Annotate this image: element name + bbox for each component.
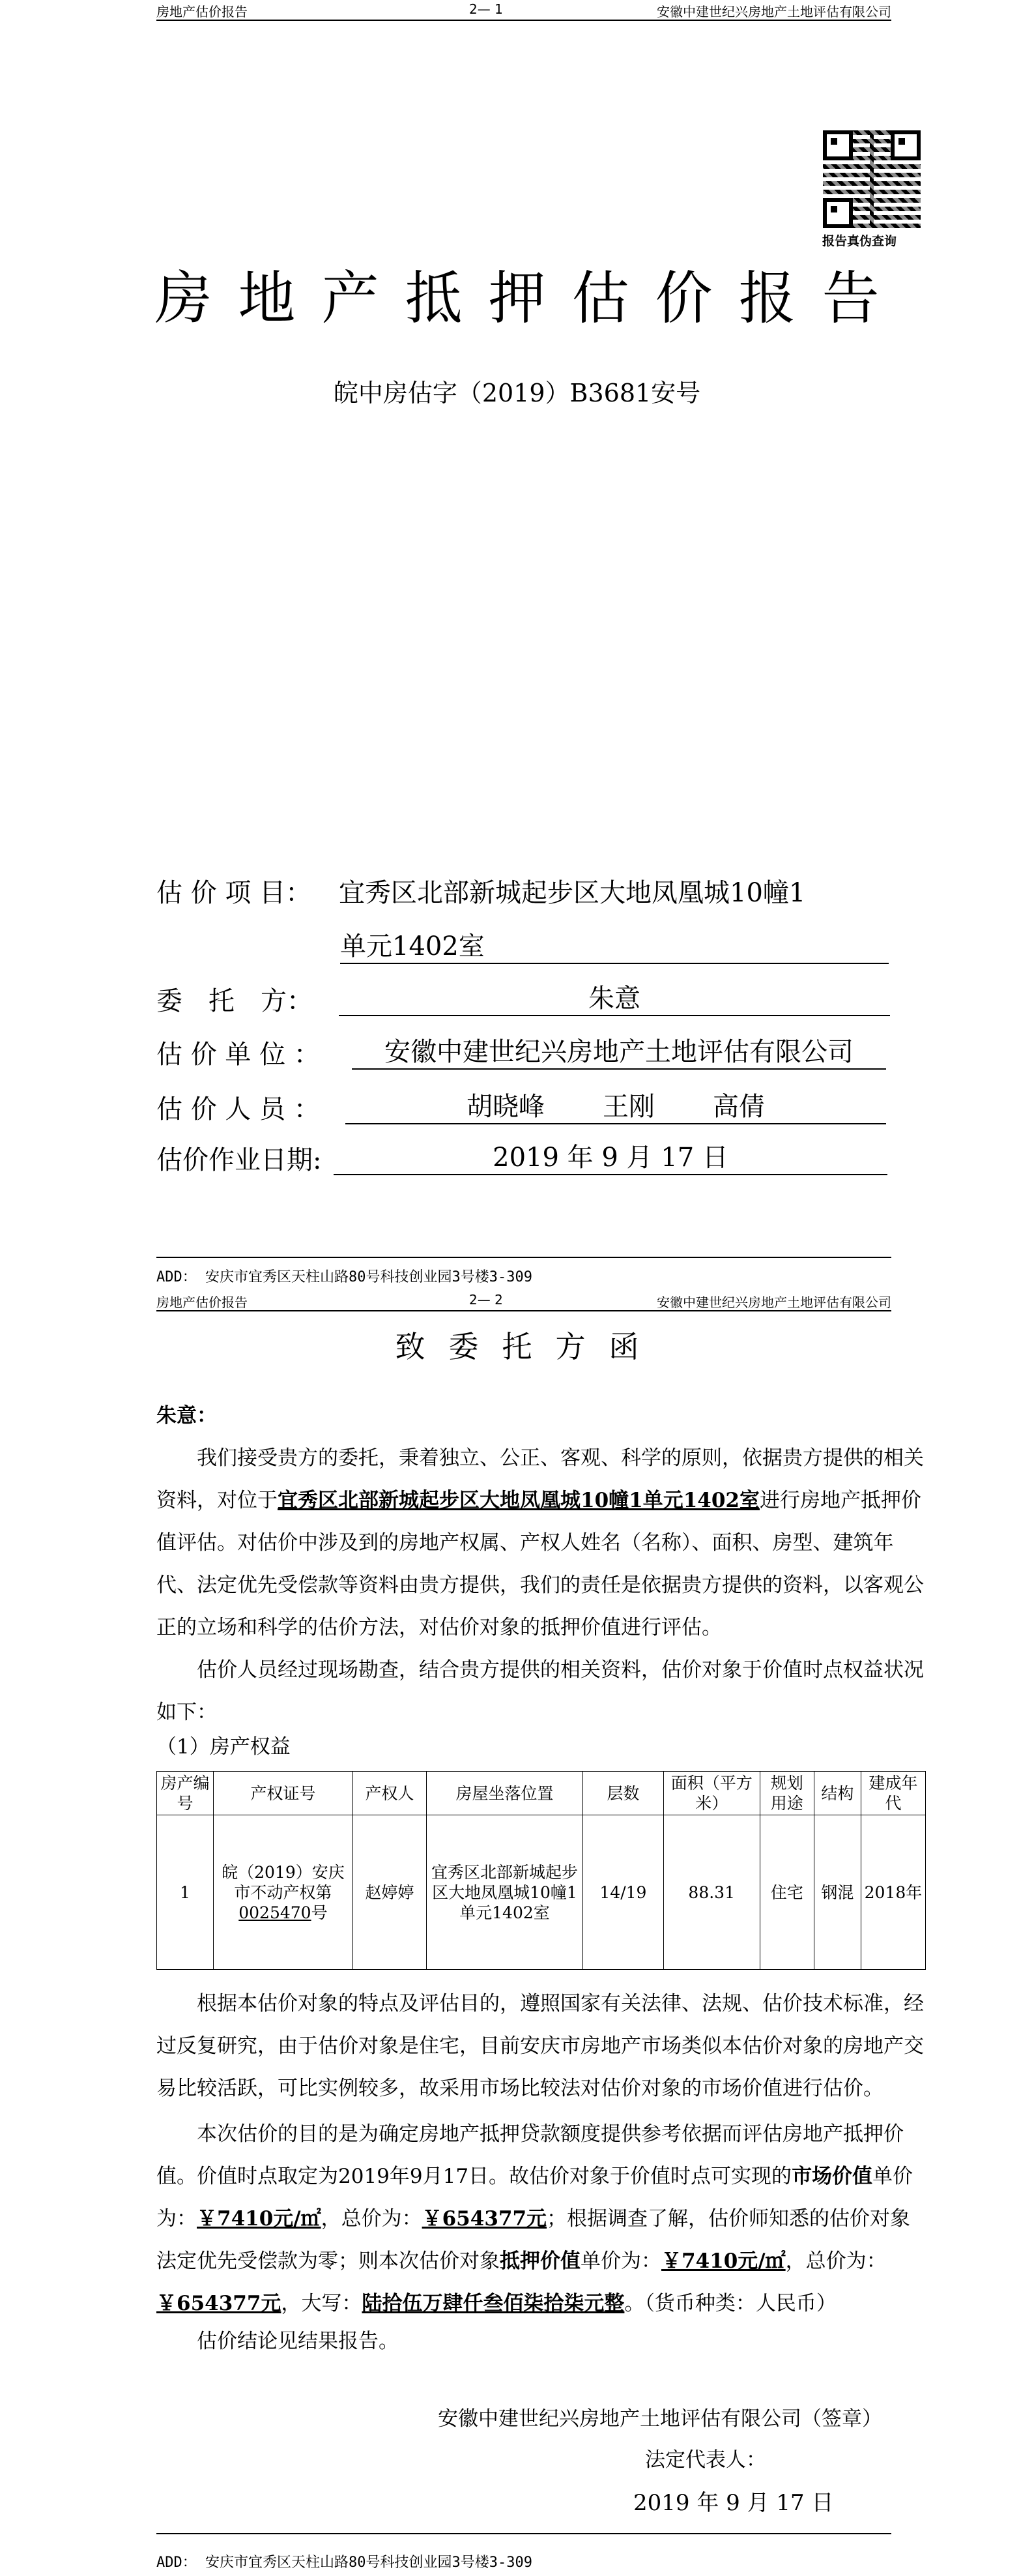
signature-representative: 法定代表人：: [645, 2448, 766, 2472]
qr-caption: 报告真伪查询: [822, 234, 897, 248]
staff-name: 王刚: [603, 1092, 655, 1122]
date-row: [156, 1139, 334, 1177]
col-owner: 产权人: [352, 1772, 426, 1815]
table-header-row: [157, 1772, 926, 1815]
p4-text-e: 单价为：: [581, 2249, 661, 2273]
letter-page: [0, 1291, 1034, 2576]
paragraph-5: 估价结论见结果报告。: [197, 2330, 399, 2353]
cell-year: 2018年: [861, 1815, 925, 1970]
p4-text-g: ，大写：: [281, 2292, 362, 2315]
property-rights-table: [156, 1771, 926, 1970]
project-value-line1: 宜秀区北部新城起步区大地凤凰城10幢1: [339, 878, 806, 908]
cell-cert: [213, 1815, 352, 1970]
project-value-line2: 单元1402室: [340, 926, 889, 964]
footer-divider: [156, 1257, 891, 1258]
cert-number: 0025470: [238, 1903, 311, 1922]
p4-text-d: ；根据调查了解，估价师知悉的估价对象法定优先受偿款为零；则本次估价对象: [156, 2207, 911, 2273]
p4-text-c: ，总价为：: [321, 2207, 422, 2231]
client-row: [156, 980, 334, 1017]
signature-company: 安徽中建世纪兴房地产土地评估有限公司（签章）: [438, 2407, 882, 2431]
letter-title: 致委托方函: [395, 1329, 663, 1364]
section-heading: （1）房产权益: [156, 1735, 291, 1759]
header-page-number: 2— 2: [469, 1292, 503, 1308]
p1-text-b: 进行房地产抵押价值评估。对估价中涉及到的房地产权属、产权人姓名（名称）、面积、房型、建筑年代、法定优先受偿款等资料由贵方提供，我们的责任是依据贵方提供的资料，以客观公正的立场和科学的估价方法，对估价对象的抵押价值进行评估。: [156, 1489, 924, 1639]
paragraph-4: [156, 2113, 925, 2325]
header-right: 安徽中建世纪兴房地产土地评估有限公司: [657, 1295, 891, 1310]
staff-values: [345, 1086, 886, 1124]
col-year: 建成年代: [861, 1772, 925, 1815]
col-structure: 结构: [814, 1772, 861, 1815]
footer-address: ADD： 安庆市宜秀区天柱山路80号科技创业园3号楼3-309: [156, 1269, 532, 1285]
client-label: 委 托 方：: [156, 986, 313, 1016]
client-value: 朱意: [339, 978, 890, 1016]
cell-use: 住宅: [760, 1815, 814, 1970]
cell-area: 88.31: [663, 1815, 760, 1970]
header-left: 房地产估价报告: [156, 1295, 248, 1310]
p4-text-b: 单价为：: [156, 2165, 913, 2231]
paragraph-3: 根据本估价对象的特点及评估目的，遵照国家有关法律、法规、估价技术标准，经过反复研究，由于估价对象是住宅，目前安庆市房地产市场类似本估价对象的房地产交易比较活跃，可比实例较多，故采用市场比较法对估价对象的市场价值进行估价。: [156, 1992, 924, 2100]
market-total-price: ￥654377元: [422, 2207, 547, 2231]
header-page-number: 2— 1: [469, 1, 503, 17]
cell-location: 宜秀区北部新城起步区大地凤凰城10幢1单元1402室: [426, 1815, 582, 1970]
mortgage-value-term: 抵押价值: [500, 2249, 581, 2273]
staff-name: 胡晓峰: [466, 1092, 545, 1122]
salutation: 朱意：: [156, 1404, 217, 1427]
staff-name: 高倩: [713, 1092, 766, 1122]
footer-divider: [156, 2533, 891, 2534]
cert-suffix: 号: [311, 1903, 328, 1922]
col-house-no: 房产编号: [157, 1772, 214, 1815]
header-right: 安徽中建世纪兴房地产土地评估有限公司: [657, 4, 891, 20]
col-location: 房屋坐落位置: [426, 1772, 582, 1815]
report-number: 皖中房估字（2019）B3681安号: [333, 379, 701, 407]
unit-row: [156, 1034, 334, 1071]
project-row: [156, 872, 334, 909]
property-address: 宜秀区北部新城起步区大地凤凰城10幢1单元1402室: [278, 1489, 760, 1512]
col-cert-no: 产权证号: [213, 1772, 352, 1815]
page-header: [156, 0, 891, 21]
p1-text-a: 我们接受贵方的委托，秉着独立、公正、客观、科学的原则，依据贵方提供的相关资料，对位于: [156, 1446, 924, 1512]
footer-address: ADD： 安庆市宜秀区天柱山路80号科技创业园3号楼3-309: [156, 2554, 532, 2571]
signature-date: 2019 年 9 月 17 日: [633, 2490, 834, 2516]
unit-value: 安徽中建世纪兴房地产土地评估有限公司: [352, 1031, 886, 1070]
market-value-term: 市场价值: [792, 2165, 873, 2188]
header-left: 房地产估价报告: [156, 4, 248, 20]
paragraph-2: 估价人员经过现场勘查，结合贵方提供的相关资料，估价对象于价值时点权益状况如下：: [156, 1658, 924, 1724]
staff-label: 估 价 人 员 ：: [156, 1094, 320, 1124]
qr-code-icon[interactable]: [823, 130, 921, 228]
p4-text-h: 。（货币种类：人民币）: [624, 2292, 837, 2315]
col-area: 面积（平方米）: [663, 1772, 760, 1815]
date-value: 2019 年 9 月 17 日: [334, 1137, 887, 1175]
cert-text: 皖（2019）安庆市不动产权第: [222, 1862, 345, 1902]
cell-owner: 赵婷婷: [352, 1815, 426, 1970]
cell-no: 1: [157, 1815, 214, 1970]
p4-text-a: 本次估价的目的是为确定房地产抵押贷款额度提供参考依据而评估房地产抵押价值。价值时点取定为2019年9月17日。故估价对象于价值时点可实现的: [156, 2122, 904, 2188]
paragraph-1: [156, 1437, 925, 1649]
table-row: [157, 1815, 926, 1970]
cell-floors: 14/19: [583, 1815, 664, 1970]
cell-structure: 钢混: [814, 1815, 861, 1970]
p4-text-f: ，总价为：: [785, 2249, 887, 2273]
unit-label: 估 价 单 位 ：: [156, 1040, 320, 1070]
report-title: 房地产抵押估价报告: [154, 265, 906, 332]
date-label: 估价作业日期:: [156, 1145, 322, 1175]
mortgage-unit-price: ￥7410元/㎡: [661, 2249, 786, 2273]
page-header: [156, 1291, 891, 1311]
col-use: 规划用途: [760, 1772, 814, 1815]
mortgage-total-price: ￥654377元: [156, 2292, 281, 2315]
col-floors: 层数: [583, 1772, 664, 1815]
staff-row: [156, 1089, 334, 1126]
project-label: 估 价 项 目：: [156, 878, 312, 908]
capital-amount: 陆拾伍万肆仟叁佰柒拾柒元整: [362, 2292, 625, 2315]
market-unit-price: ￥7410元/㎡: [197, 2207, 321, 2231]
